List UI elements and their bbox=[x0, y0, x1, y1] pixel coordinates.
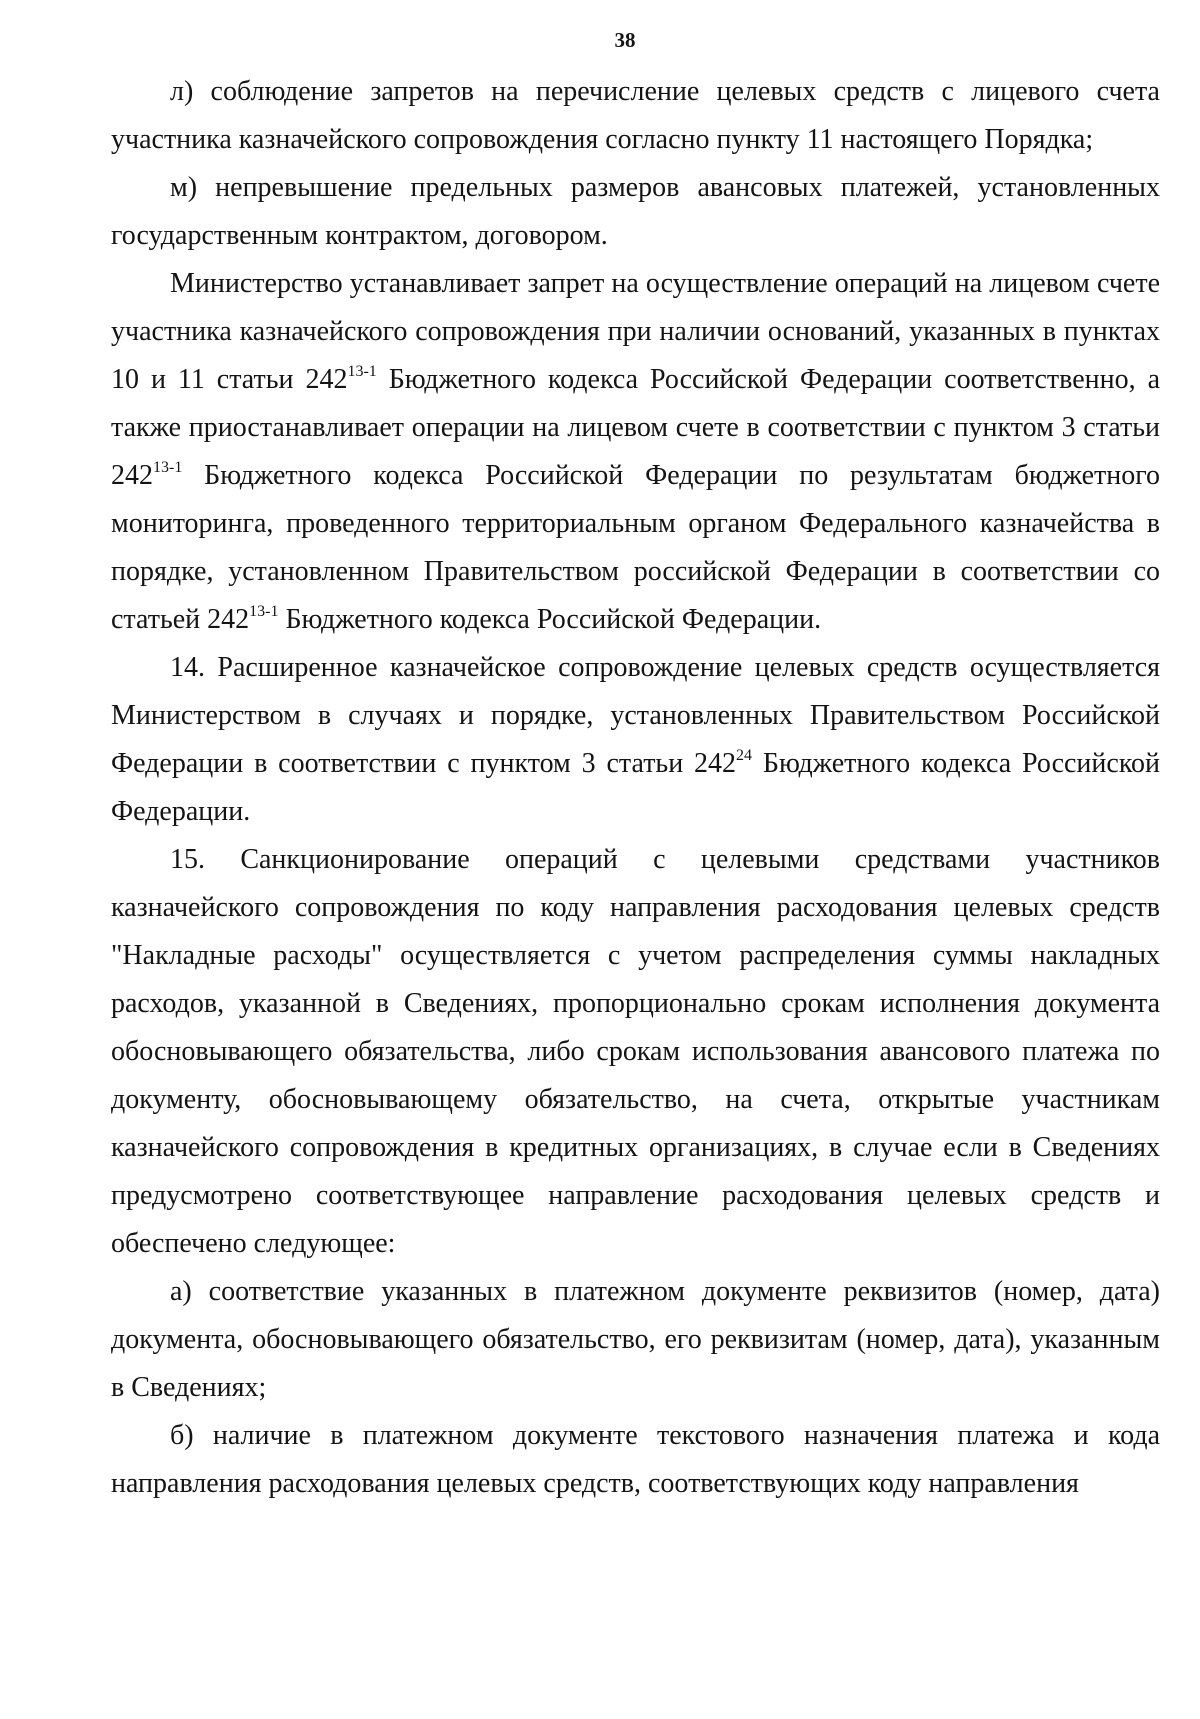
article-superscript: 13-1 bbox=[347, 363, 377, 380]
ministry-paragraph-text-3: Бюджетного кодекса Российской Федерации по результатам бюджетного мониторинга, проведенного территориальным органом Федерального казначейства в порядке, установленном Правительством российской Федерации в соответствии со статьей 242 bbox=[111, 460, 1160, 635]
page-number: 38 bbox=[614, 28, 636, 52]
ministry-paragraph-text-1: Министерство устанавливает запрет на осуществление операций на лицевом счете участника казначейского сопровождения при наличии оснований, указанных в пунктах 10 и 11 статьи 242 bbox=[111, 268, 1160, 395]
section-14-paragraph bbox=[111, 644, 1160, 836]
document-body bbox=[111, 68, 1160, 1508]
article-superscript: 24 bbox=[736, 747, 753, 764]
ministry-paragraph-text-4: Бюджетного кодекса Российской Федерации. bbox=[278, 604, 822, 635]
section-14-text-1: 14. Расширенное казначейское сопровождение целевых средств осуществляется Министерством в случаях и порядке, установленных Правительством Российской Федерации в соответствии с пунктом 3 статьи 242 bbox=[111, 652, 1160, 779]
item-m-paragraph: м) непревышение предельных размеров авансовых платежей, установленных государственным контрактом, договором. bbox=[111, 172, 1160, 251]
subitem-b-paragraph: б) наличие в платежном документе текстового назначения платежа и кода направления расходования целевых средств, соответствующих коду направления bbox=[111, 1420, 1160, 1499]
article-superscript: 13-1 bbox=[153, 459, 183, 476]
article-superscript: 13-1 bbox=[249, 603, 279, 620]
subitem-a-paragraph: а) соответствие указанных в платежном документе реквизитов (номер, дата) документа, обосновывающего обязательство, его реквизитам (номер, дата), указанным в Сведениях; bbox=[111, 1276, 1160, 1403]
item-l-paragraph: л) соблюдение запретов на перечисление целевых средств с лицевого счета участника казначейского сопровождения согласно пункту 11 настоящего Порядка; bbox=[111, 76, 1160, 155]
section-15-paragraph: 15. Санкционирование операций с целевыми средствами участников казначейского сопровождения по коду направления расходования целевых средств "Накладные расходы" осуществляется с учетом распределения суммы накладных расходов, указанной в Сведениях, пропорционально срокам исполнения документа обосновывающего обязательства, либо срокам использования авансового платежа по документу, обосновывающему обязательство, на счета, открытые участникам казначейского сопровождения в кредитных организациях, в случае если в Сведениях предусмотрено соответствующее направление расходования целевых средств и обеспечено следующее: bbox=[111, 844, 1160, 1259]
section-14-text-2: Бюджетного кодекса Российской Федерации. bbox=[111, 748, 1160, 827]
ministry-paragraph-text-2: Бюджетного кодекса Российской Федерации соответственно, а также приостанавливает операции на лицевом счете в соответствии с пунктом 3 статьи 242 bbox=[111, 364, 1160, 491]
ministry-paragraph bbox=[111, 260, 1160, 644]
